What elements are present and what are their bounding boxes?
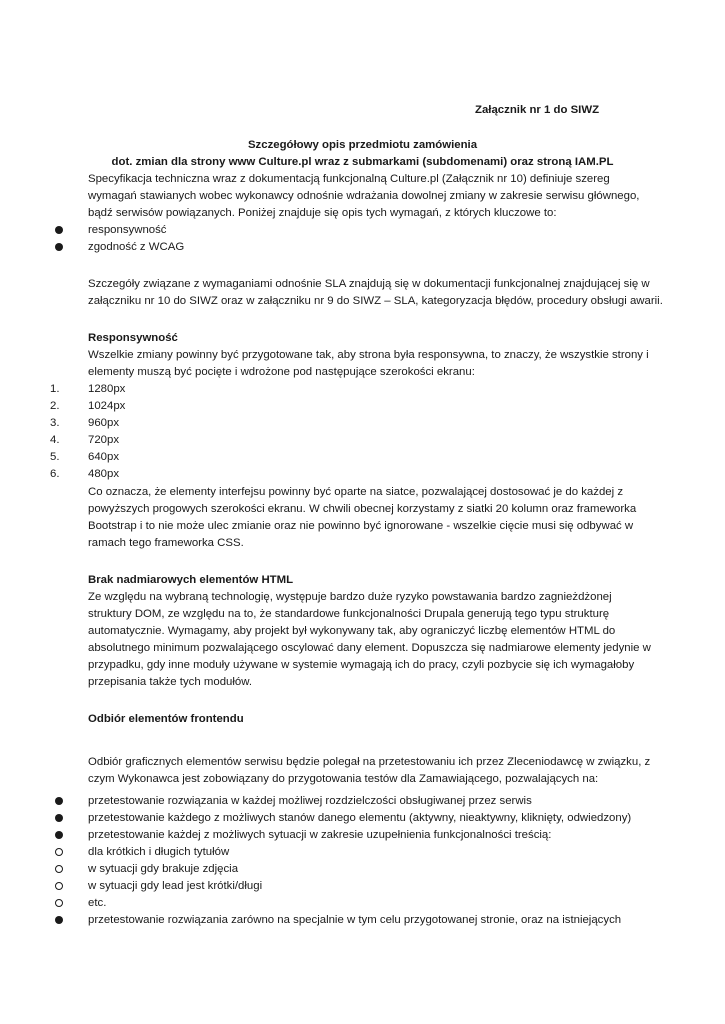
paragraph-line: ramach tego frameworka CSS. — [88, 537, 244, 549]
bullet-disc-icon — [55, 916, 63, 924]
bullet-circle-icon — [55, 882, 63, 890]
list-number: 4. — [50, 434, 60, 446]
paragraph-line: automatycznie. Wymagamy, aby projekt był wykonywany tak, aby ograniczyć liczbę elementów HTML do — [88, 625, 616, 637]
paragraph-line: przepisania także tych modułów. — [88, 676, 252, 688]
list-item: 480px — [88, 468, 120, 480]
bullet-circle-icon — [55, 865, 63, 873]
paragraph-line: Bootstrap i to nie może ulec zmianie oraz nie powinno być ignorowane - wszelkie cięcie musi się odbywać w — [88, 520, 634, 532]
bullet-disc-icon — [55, 243, 63, 251]
list-number: 3. — [50, 417, 60, 429]
paragraph-line: elementy muszą być pocięte i wdrożone pod następujące szerokości ekranu: — [88, 366, 475, 378]
section-heading: Brak nadmiarowych elementów HTML — [88, 574, 294, 586]
paragraph-line: absolutnego minimum pozwalającego oscylować dany element. Dopuszcza się nadmiarowe elementy jedynie w — [88, 642, 651, 654]
list-item: w sytuacji gdy lead jest krótki/długi — [88, 880, 263, 892]
paragraph-line: struktury DOM, ze względu na to, że standardowe funkcjonalności Drupala generują tego typu strukturę — [88, 608, 610, 620]
list-item: 720px — [88, 434, 120, 446]
bullet-disc-icon — [55, 814, 63, 822]
attachment-label: Załącznik nr 1 do SIWZ — [475, 104, 600, 116]
paragraph-line: przypadku, gdy inne moduły używane w systemie wymagają ich do pracy, czyli pozbycie się ich wymagałoby — [88, 659, 635, 671]
list-item: przetestowanie każdego z możliwych stanów danego elementu (aktywny, nieaktywny, kliknięty, odwiedzony) — [88, 812, 632, 824]
intro-line: wymagań stawianych wobec wykonawcy odnośnie wdrażania dowolnej zmiany w zakresie serwisu głównego, — [88, 190, 640, 202]
document-title: Szczegółowy opis przedmiotu zamówienia — [247, 139, 478, 151]
paragraph-line: Odbiór graficznych elementów serwisu będzie polegał na przetestowaniu ich przez Zleceniodawcę w związku, z — [88, 756, 651, 768]
intro-line: Specyfikacja techniczna wraz z dokumentacją funkcjonalną Culture.pl (Załącznik nr 10) definiuje szereg — [88, 173, 610, 185]
list-number: 1. — [50, 383, 60, 395]
list-number: 6. — [50, 468, 60, 480]
intro-line: bądź serwisów powiązanych. Poniżej znajduje się opis tych wymagań, z których kluczowe to: — [88, 207, 557, 219]
paragraph-line: powyższych progowych szerokości ekranu. W chwili obecnej korzystamy z siatki 20 kolumn oraz frameworka — [88, 503, 637, 515]
list-item: dla krótkich i długich tytułów — [88, 846, 230, 858]
paragraph-line: Co oznacza, że elementy interfejsu powinny być oparte na siatce, pozwalającej dostosować je do każdej z — [88, 486, 624, 498]
list-item: 1024px — [88, 400, 126, 412]
bullet-circle-icon — [55, 848, 63, 856]
paragraph-line: czym Wykonawca jest zobowiązany do przygotowania testów dla Zamawiającego, pozwalających na: — [88, 773, 599, 785]
list-item: 1280px — [88, 383, 126, 395]
list-item: responsywność — [88, 224, 167, 236]
bullet-disc-icon — [55, 797, 63, 805]
paragraph-line: Wszelkie zmiany powinny być przygotowane tak, aby strona była responsywna, to znaczy, że wszystkie strony i — [88, 349, 649, 361]
list-item: zgodność z WCAG — [88, 241, 185, 253]
list-item: przetestowanie każdej z możliwych sytuacji w zakresie uzupełnienia funkcjonalności treścią: — [88, 829, 552, 841]
list-item: w sytuacji gdy brakuje zdjęcia — [88, 863, 239, 875]
list-item: 960px — [88, 417, 120, 429]
list-number: 2. — [50, 400, 60, 412]
bullet-disc-icon — [55, 831, 63, 839]
sla-line: załączniku nr 10 do SIWZ oraz w załączniku nr 9 do SIWZ – SLA, kategoryzacja błędów, procedury obsługi awarii. — [88, 295, 663, 307]
list-item: przetestowanie rozwiązania w każdej możliwej rozdzielczości obsługiwanej przez serwis — [88, 795, 532, 807]
section-heading: Responsywność — [88, 332, 178, 344]
list-number: 5. — [50, 451, 60, 463]
paragraph-line: Ze względu na wybraną technologię, występuje bardzo duże ryzyko powstawania bardzo zagnieżdżonej — [88, 591, 612, 603]
sla-line: Szczegóły związane z wymaganiami odnośnie SLA znajdują się w dokumentacji funkcjonalnej znajdującej się w — [88, 278, 650, 290]
bullet-disc-icon — [55, 226, 63, 234]
list-item: etc. — [88, 897, 107, 909]
list-item: przetestowanie rozwiązania zarówno na specjalnie w tym celu przygotowanej stronie, oraz na istniejących — [88, 914, 622, 926]
document-subtitle: dot. zmian dla strony www Culture.pl wraz z submarkami (subdomenami) oraz stroną IAM.PL — [111, 156, 614, 168]
list-item: 640px — [88, 451, 120, 463]
bullet-circle-icon — [55, 899, 63, 907]
section-heading: Odbiór elementów frontendu — [88, 713, 244, 725]
